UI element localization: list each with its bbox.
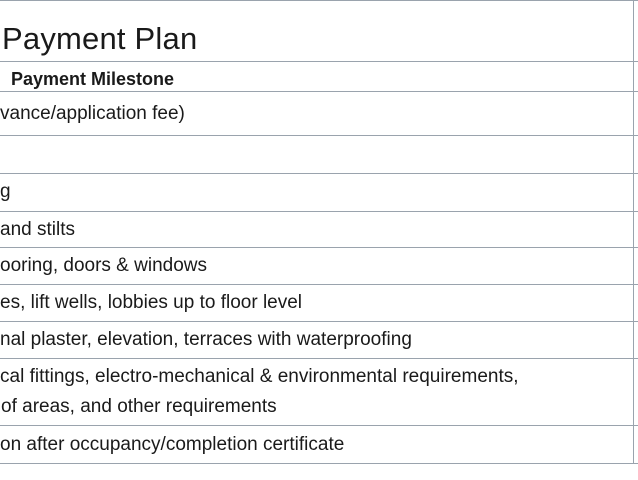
milestone-cell: and stilts [0,219,75,240]
table-row [0,359,638,426]
milestone-cell: g [0,181,11,202]
table-row [0,426,638,464]
table-title-row [0,0,638,62]
table-row [0,285,638,322]
table-row [0,136,638,174]
milestone-cell: vance/application fee) [0,103,185,124]
table-row [0,92,638,136]
milestone-cell: es, lift wells, lobbies up to floor level [0,292,303,313]
milestone-cell-continuation: of areas, and other requirements [1,396,277,417]
column-header-row [0,62,638,92]
column-header-payment-milestone: Payment Milestone [11,69,175,89]
table-row [0,248,638,285]
milestone-cell: nal plaster, elevation, terraces with waterproofing [0,329,412,350]
table-row [0,322,638,359]
milestone-cell: cal fittings, electro-mechanical & environmental requirements, [0,366,519,387]
table-title: Payment Plan [2,21,198,56]
table-row [0,174,638,212]
milestone-cell: ooring, doors & windows [0,255,207,276]
table-row [0,212,638,248]
milestone-cell: on after occupancy/completion certificate [0,434,345,455]
